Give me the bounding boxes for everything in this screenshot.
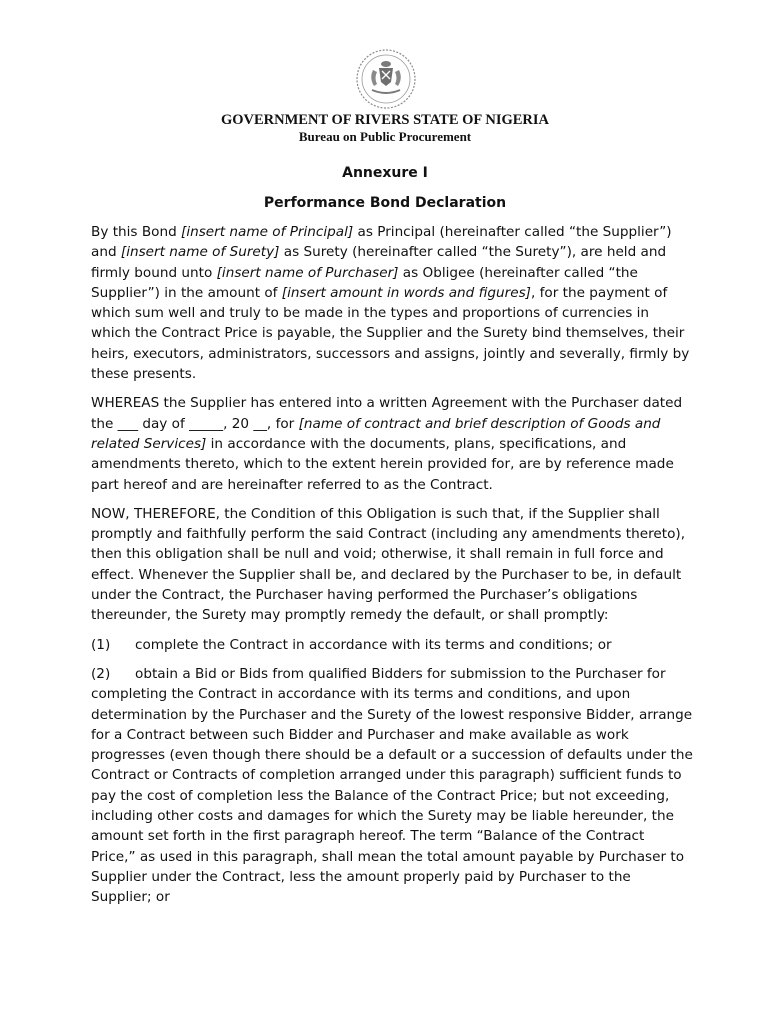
text: in accordance with the documents, plans, specifications, and: [206, 435, 627, 452]
document-body: [91, 222, 693, 917]
placeholder-amount: [insert amount in words and figures]: [281, 284, 531, 301]
text-line: Price,” as used in this paragraph, shall mean the total amount payable by Purchaser to: [91, 848, 685, 865]
text-line: Supplier; or: [91, 889, 170, 906]
text-line: effect. Whenever the Supplier shall be, and declared by the Purchaser to be, in default: [91, 566, 682, 583]
list-item-2: [91, 664, 693, 908]
text: complete the Contract in accordance with its terms and conditions; or: [135, 636, 612, 653]
placeholder-contract-name: [name of contract and brief description of Goods and: [298, 415, 661, 432]
list-number: (2): [91, 665, 111, 682]
government-heading: GOVERNMENT OF RIVERS STATE OF NIGERIA: [220, 112, 550, 128]
text-line: Supplier under the Contract, less the amount properly paid by Purchaser to the: [91, 868, 631, 885]
text-line: then this obligation shall be null and void; otherwise, it shall remain in full force and: [91, 546, 664, 563]
text-line: amendments thereto, which to the extent herein provided for, are by reference made: [91, 456, 674, 473]
text-line: which sum well and truly to be made in the types and proportions of currencies in: [91, 305, 650, 322]
text-line: under the Contract, the Purchaser having performed the Purchaser’s obligations: [91, 587, 638, 604]
list-item-1: [91, 635, 671, 655]
paragraph-now-therefore: [91, 504, 686, 626]
text-line: for a Contract between such Bidder and Purchaser and make available as work: [91, 726, 629, 743]
placeholder-contract-name-cont: related Services]: [91, 435, 207, 452]
text-line: these presents.: [91, 366, 197, 383]
text-line: pay the cost of completion less the Balance of the Contract Price; but not exceeding,: [91, 787, 670, 804]
text: and: [91, 244, 121, 261]
paragraph-bond-parties: [91, 222, 690, 384]
list-number: (1): [91, 636, 111, 653]
text-line: NOW, THEREFORE, the Condition of this Obligation is such that, if the Supplier shall: [91, 505, 660, 522]
text-line: thereunder, the Surety may promptly remedy the default, or shall promptly:: [91, 607, 609, 624]
text: as Obligee (hereinafter called “the: [398, 264, 638, 281]
annexure-heading: Annexure I: [342, 165, 428, 181]
text-line: determination by the Purchaser and the Surety of the lowest responsive Bidder, arrange: [91, 706, 693, 723]
text: obtain a Bid or Bids from qualified Bidders for submission to the Purchaser for: [135, 665, 666, 682]
bureau-heading: Bureau on Public Procurement: [298, 129, 472, 144]
text: the ___ day of _____, 20 __, for: [91, 415, 299, 432]
document-title: Performance Bond Declaration: [263, 195, 507, 211]
text-line: part hereof and are hereinafter referred to as the Contract.: [91, 476, 493, 493]
text: as Principal (hereinafter called “the Supplier”): [353, 224, 672, 240]
placeholder-surety: [insert name of Surety]: [120, 244, 280, 261]
paragraph-whereas: [91, 393, 683, 494]
text: firmly bound unto: [91, 264, 217, 281]
text: Supplier”) in the amount of: [91, 284, 282, 301]
text-line: including other costs and damages for which the Surety may be liable hereunder, the: [91, 808, 674, 825]
coat-of-arms-seal-icon: [355, 48, 417, 110]
text-line: Contract or Contracts of completion arranged under this paragraph) sufficient funds to: [91, 767, 682, 784]
text-line: which the Contract Price is payable, the Supplier and the Surety bind themselves, their: [91, 325, 685, 342]
text-line: amount set forth in the first paragraph hereof. The term “Balance of the Contract: [91, 828, 645, 845]
text: , for the payment of: [530, 284, 668, 301]
text-line: promptly and faithfully perform the said Contract (including any amendments thereto),: [91, 526, 686, 543]
text-line: WHEREAS the Supplier has entered into a written Agreement with the Purchaser dated: [91, 395, 683, 412]
text-line: heirs, executors, administrators, successors and assigns, jointly and severally, firmly by: [91, 345, 690, 362]
text-line: completing the Contract in accordance with its terms and conditions, and upon: [91, 686, 631, 703]
text: as Surety (hereinafter called “the Surety”), are held and: [279, 244, 667, 261]
text: By this Bond: [91, 224, 182, 240]
placeholder-principal: [insert name of Principal]: [181, 224, 354, 240]
text-line: progresses (even though there should be a default or a succession of defaults under the: [91, 747, 693, 764]
placeholder-purchaser: [insert name of Purchaser]: [216, 264, 399, 281]
